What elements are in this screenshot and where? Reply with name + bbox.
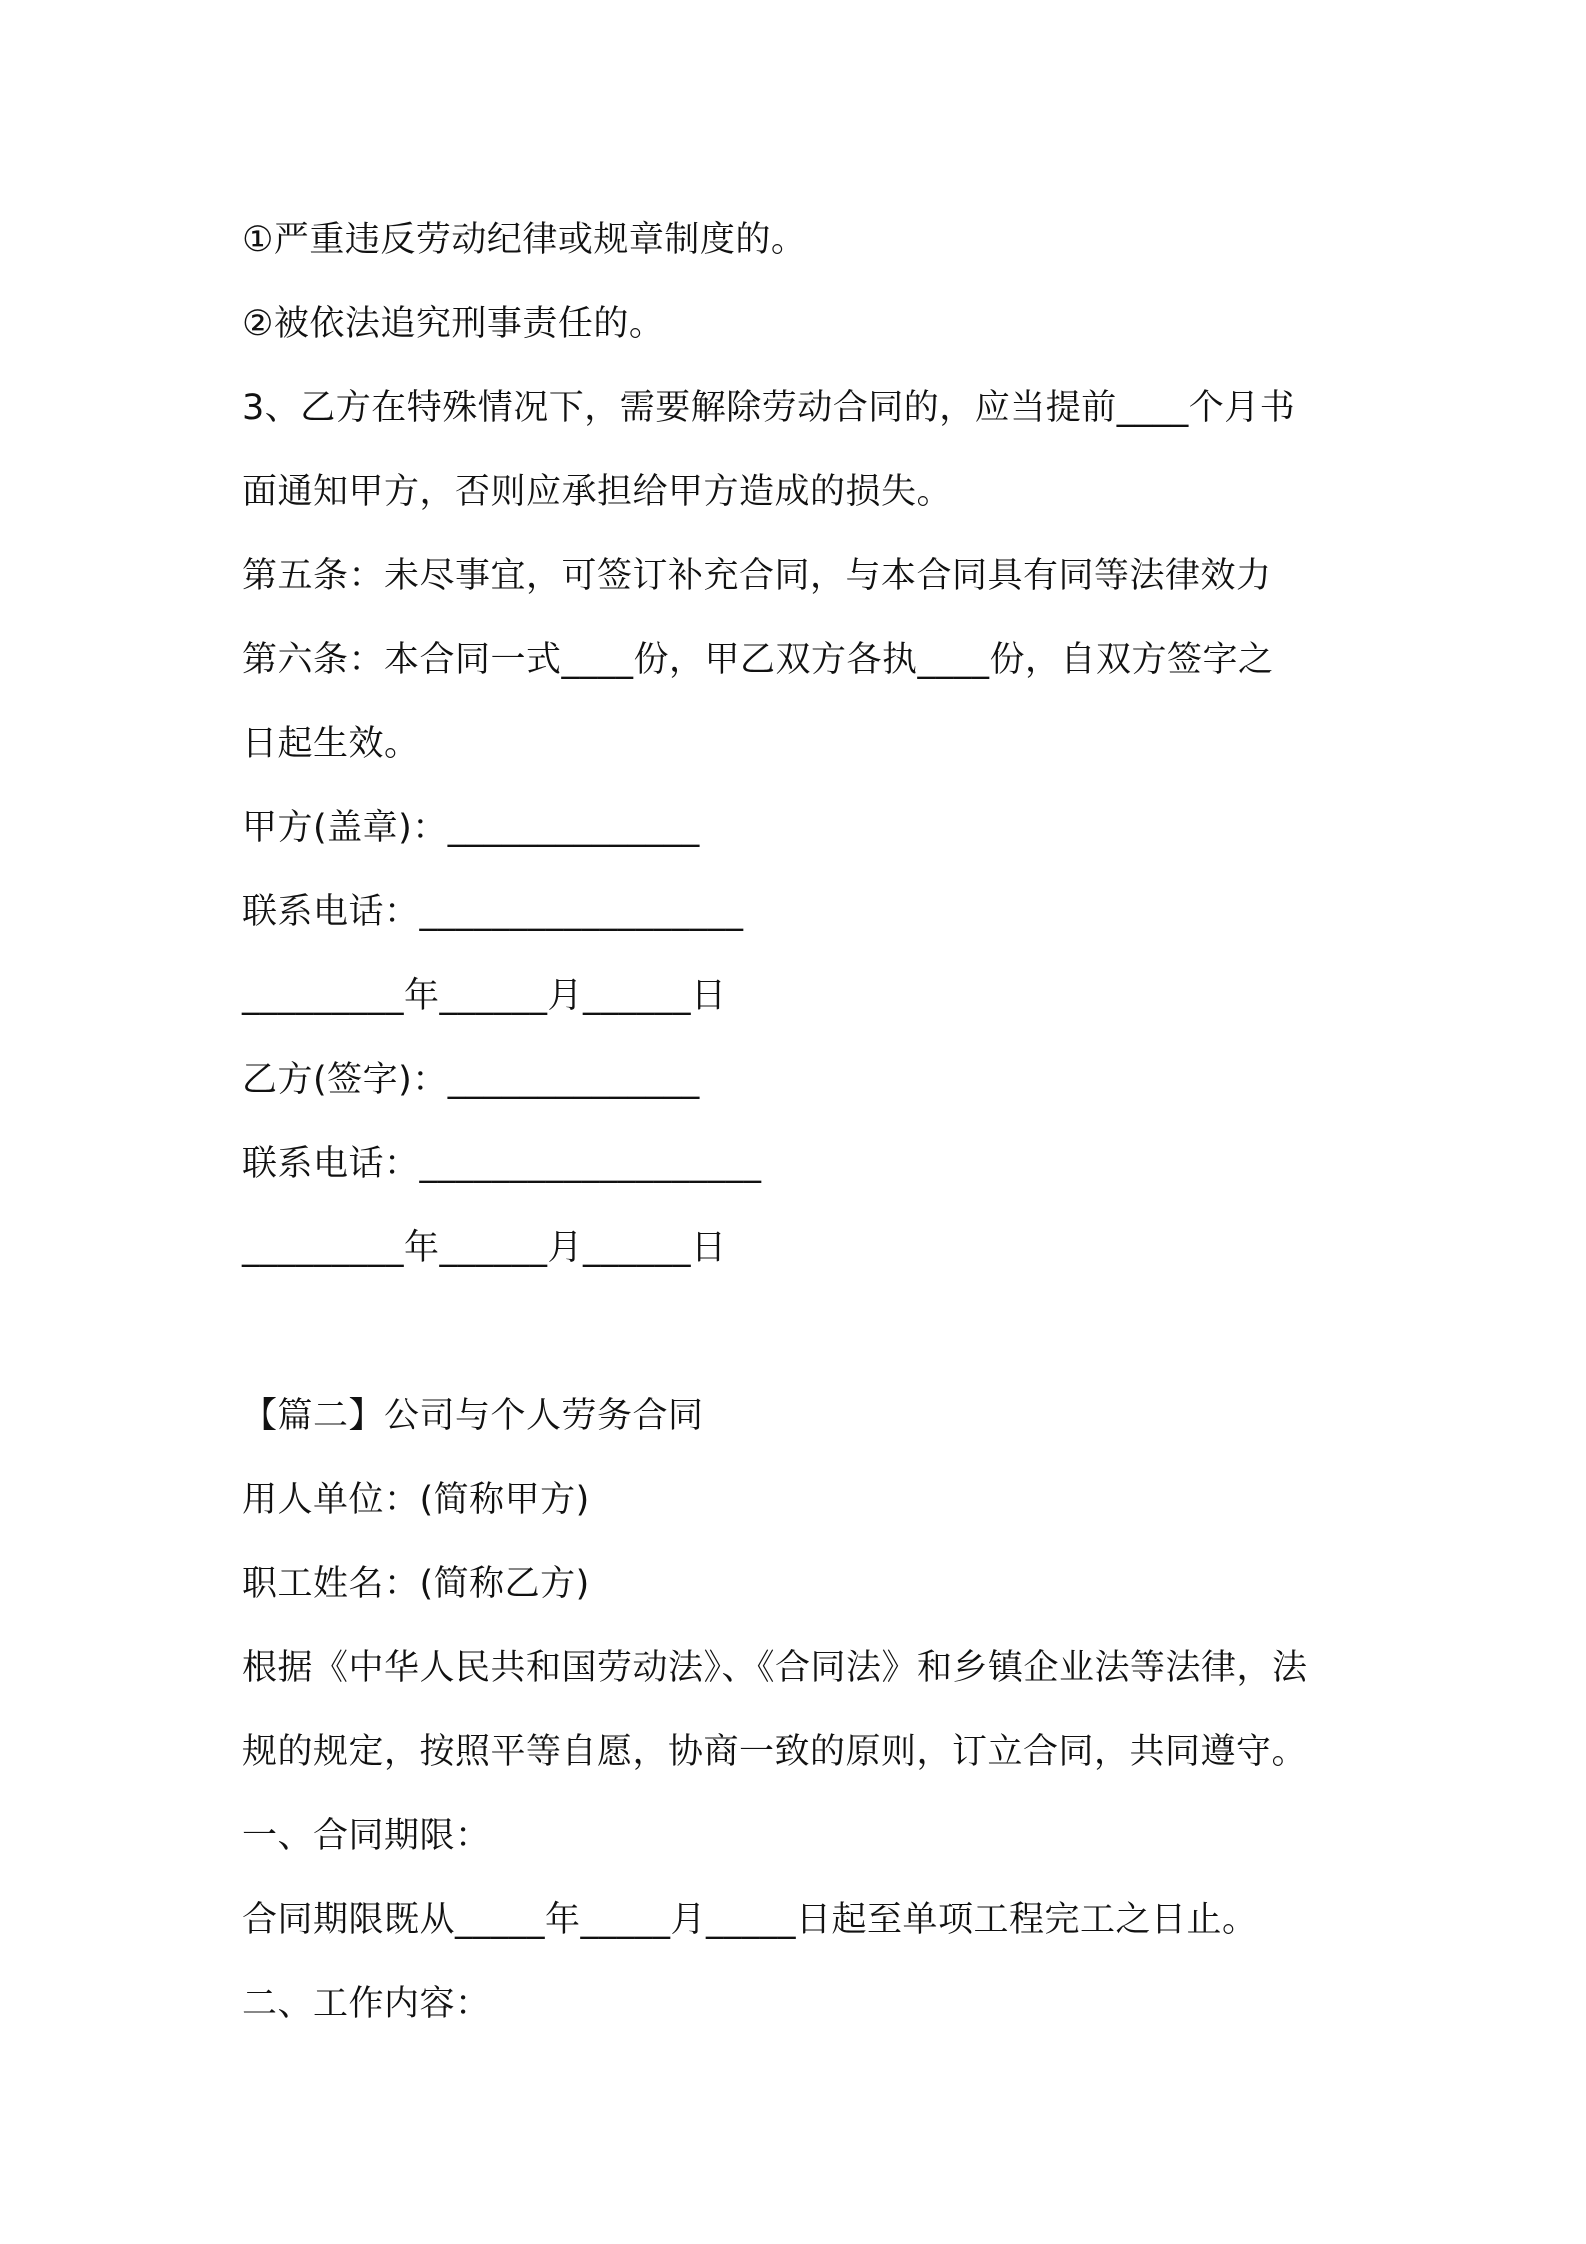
clause-item-1: ①严重违反劳动纪律或规章制度的。 xyxy=(242,220,807,260)
party-a-phone: 联系电话：__________________ xyxy=(242,892,744,932)
article-6-line-2: 日起生效。 xyxy=(242,724,420,764)
work-content-heading: 二、工作内容： xyxy=(242,1984,491,2024)
party-b-date: _________年______月______日 xyxy=(242,1228,727,1268)
employer-line: 用人单位：(简称甲方) xyxy=(242,1480,590,1520)
employee-line: 职工姓名：(简称乙方) xyxy=(242,1564,590,1604)
clause-3-line-1: 3、乙方在特殊情况下，需要解除劳动合同的，应当提前____个月书 xyxy=(242,388,1296,428)
section-2-title: 【篇二】公司与个人劳务合同 xyxy=(242,1396,704,1436)
party-b-phone: 联系电话：___________________ xyxy=(242,1144,762,1184)
term-heading: 一、合同期限： xyxy=(242,1816,491,1856)
article-5: 第五条：未尽事宜，可签订补充合同，与本合同具有同等法律效力 xyxy=(242,556,1272,596)
basis-line-1: 根据《中华人民共和国劳动法》、《合同法》和乡镇企业法等法律，法 xyxy=(242,1648,1308,1688)
clause-3-line-2: 面通知甲方，否则应承担给甲方造成的损失。 xyxy=(242,472,953,512)
clause-item-2: ②被依法追究刑事责任的。 xyxy=(242,304,665,344)
basis-line-2: 规的规定，按照平等自愿，协商一致的原则，订立合同，共同遵守。 xyxy=(242,1732,1308,1772)
article-6-line-1: 第六条：本合同一式____份，甲乙双方各执____份，自双方签字之 xyxy=(242,640,1274,680)
party-a-seal: 甲方(盖章)：______________ xyxy=(242,808,700,848)
section-gap xyxy=(242,1290,1362,1374)
party-b-signature: 乙方(签字)：______________ xyxy=(242,1060,700,1100)
party-a-date: _________年______月______日 xyxy=(242,976,727,1016)
document-body xyxy=(242,198,1362,2046)
term-line: 合同期限既从_____年_____月_____日起至单项工程完工之日止。 xyxy=(242,1900,1258,1940)
